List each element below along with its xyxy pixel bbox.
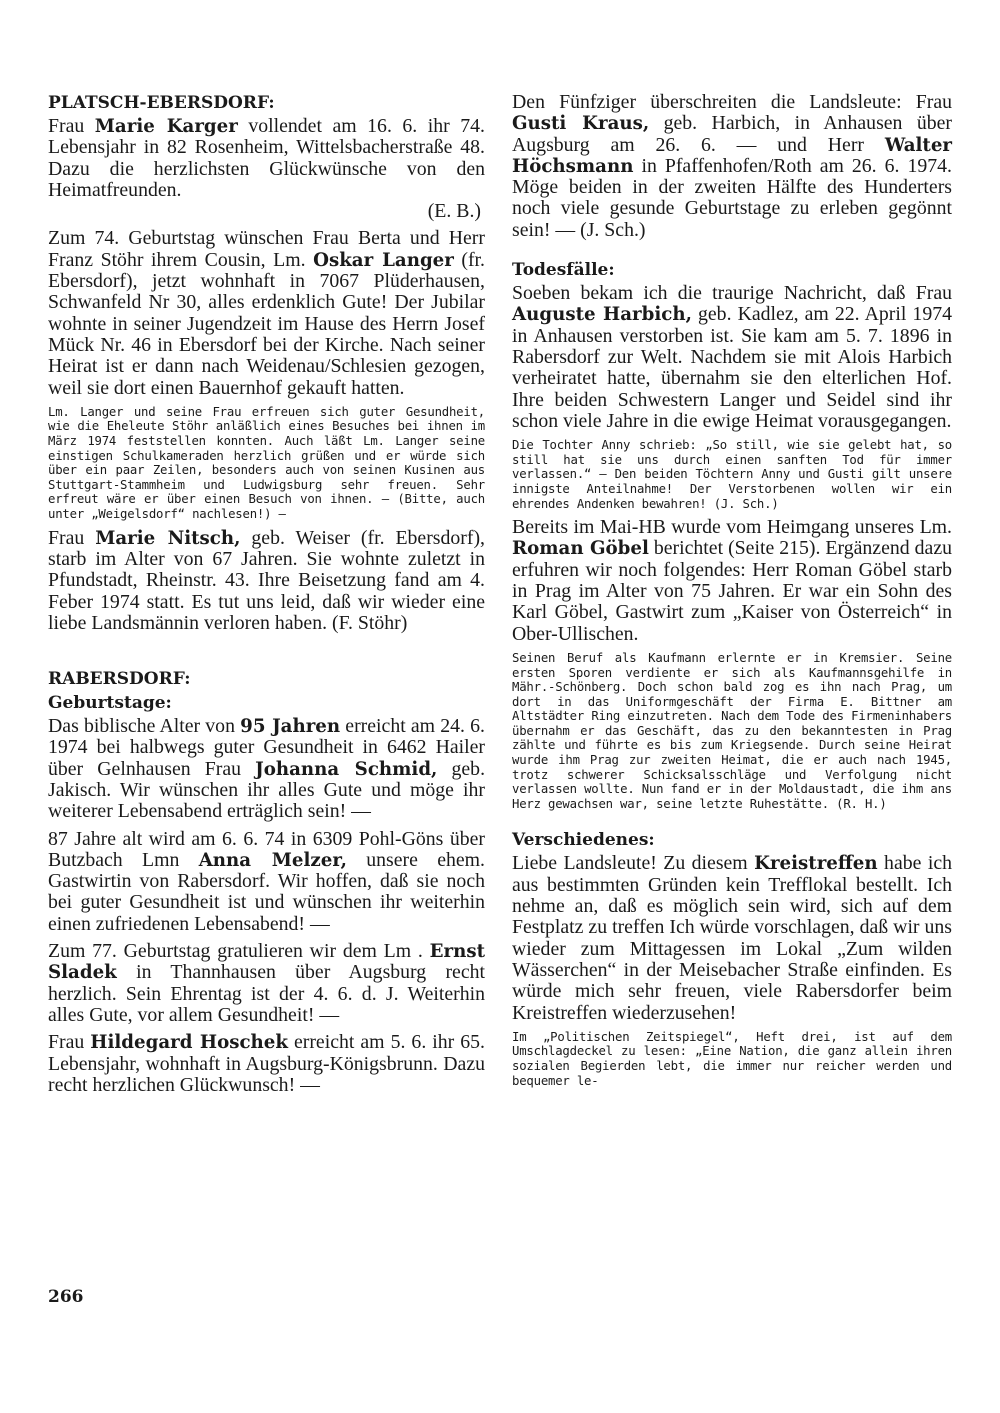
- spacer: [48, 640, 485, 668]
- paragraph-auguste-harbich: [512, 283, 952, 432]
- text: erreicht am 5. 6. ihr 65. Lebensjahr, wohnhaft in Augsburg-Königsbrunn. Dazu recht herzlichen Glückwunsch! —: [48, 1031, 485, 1096]
- spacer: [512, 817, 952, 829]
- bold-text: Kreistreffen: [754, 853, 878, 875]
- subheading-verschiedenes: Verschiedenes:: [512, 830, 655, 851]
- paragraph-anna-melzer: [48, 829, 485, 935]
- small-paragraph-zeitspiegel: Im „Politischen Zeitspiegel“, Heft drei, ist auf dem Umschlagdeckel zu lesen: „Eine Nation, die ganz allein ihren sozialen Begierden lebt, die immer nur reicher werden und bequemer le-: [512, 1029, 952, 1088]
- text: Den Fünfziger überschreiten die Landsleute: Frau: [512, 91, 952, 113]
- paragraph-marie-karger: [48, 116, 485, 222]
- text: Bereits im Mai-HB wurde vom Heimgang unseres Lm.: [512, 516, 952, 539]
- text: unsere ehem. Gastwirtin von Rabersdorf. Wir hoffen, daß sie noch bei guter Gesundheit ist und wünschen ihr weiterhin einen zufriedenen Lebensabend! —: [48, 848, 485, 935]
- small-paragraph-goebel-biography: Seinen Beruf als Kaufmann erlernte er in Kremsier. Seine ersten Sporen verdiente er sich als Kaufmannsgehilfe in Mähr.-Schönberg. Doch schon bald zog es ihn nach Prag, um dort in das Uniformgeschäft der Firma E. Bittner am Altstädter Ring einzutreten. Nach dem Tode des Firmeninhabers übernahm er das Geschäft, das zu den bekanntesten in Prag zählte und führte es bis zum Kriegsende. Durch seine Heirat wurde ihm Prag zur zweiten Heimat, die er auch nach 1945, trotz schwerer Schicksalsschläge und Verfolgung nicht verlassen wollte. Nun fand er in der Moldaustadt, die ihm ans Herz gewachsen war, seine letzte Ruhestätte. (R. H.): [512, 650, 952, 811]
- left-column: [48, 92, 485, 1102]
- text: erreicht am 24. 6. 1974 bei halbwegs guter Gesundheit in 6462 Hailer über Gelnhausen Frau: [48, 715, 485, 780]
- text: in Thannhausen über Augsburg recht herzlich. Sein Ehrentag ist der 4. 6. d. J. Weiterhin alles Gute, vor allem Gesundheit! —: [48, 961, 485, 1026]
- small-paragraph-langer: Lm. Langer und seine Frau erfreuen sich guter Gesundheit, wie die Eheleute Stöhr anläßlich eines Besuches bei ihnen im März 1974 feststellen konnten. Auch läßt Lm. Langer seine einstigen Schulkameraden herzlich grüßen und er würde sich über ein paar Zeilen, besonders auch von seinen Kusinen aus Stuttgart-Stammheim und Ludwigsburg sehr freuen. Sehr erfreut wäre er über einen Besuch von ihnen. — (Bitte, auch unter „Weigelsdorf“ nachlesen!) —: [48, 404, 485, 522]
- person-name: Marie Nitsch,: [95, 527, 241, 549]
- text: geb. Jakisch. Wir wünschen ihr alles Gute und möge ihr weiterer Lebensabend erträglich sein! —: [48, 757, 486, 823]
- paragraph-marie-nitsch: [48, 528, 485, 634]
- text: Liebe Landsleute! Zu diesem: [512, 852, 755, 875]
- text: (fr. Ebersdorf), jetzt wohnhaft in 7067 Plüderhausen, Schwanfeld Nr 30, alles erdenklich Gute! Der Jubilar wohnte in seiner Jugendzeit im Hause des Herrn Josef Mück Nr. 46 in Ebersdorf bei der Kirche. Nach seiner Heirat ist er dann nach Weidenau/Schlesien gezogen, weil sie dort einen Bauernhof gekauft hatten.: [48, 248, 485, 399]
- signature: (E. B.): [427, 200, 481, 223]
- person-name: Johanna Schmid,: [255, 758, 438, 780]
- page-number: 266: [48, 1287, 84, 1307]
- person-name: Roman Göbel: [512, 538, 649, 560]
- paragraph-hildegard-hoschek: [48, 1032, 485, 1096]
- text: in Pfaffenhofen/Roth am 26. 6. 1974. Möge beiden in der zweiten Hälfte des Hunderters noch viele gesunde Geburtstage zu erleben gegönnt sein! — (J. Sch.): [512, 154, 952, 241]
- text: geb. Harbich, in Anhausen über Augsburg am 26. 6. — und Herr: [512, 112, 953, 156]
- person-name: Hildegard Hoschek: [90, 1032, 288, 1054]
- text: Zum 77. Geburtstag gratulieren wir dem Lm .: [48, 940, 430, 963]
- text: Zum 74. Geburtstag wünschen Frau Berta und Herr Franz Stöhr ihrem Cousin, Lm.: [48, 227, 485, 271]
- person-name: Walter Höchsmann: [512, 134, 952, 177]
- paragraph-johanna-schmid: [48, 716, 485, 822]
- section-heading-rabersdorf: RABERSDORF:: [48, 669, 191, 690]
- text: 87 Jahre alt wird am 6. 6. 74 in 6309 Pohl-Göns über Butzbach Lmn: [48, 827, 485, 871]
- person-name: Ernst Sladek: [48, 941, 485, 984]
- paragraph-ernst-sladek: [48, 941, 485, 1026]
- paragraph-roman-goebel: [512, 517, 952, 645]
- text: Soeben bekam ich die traurige Nachricht, daß Frau: [512, 282, 952, 305]
- person-name: Anna Melzer,: [198, 849, 347, 871]
- small-paragraph-tochter-anny: Die Tochter Anny schrieb: „So still, wie sie gelebt hat, so still hat sie uns durch einen sanften Tod für immer verlassen.“ — Den beiden Töchtern Anny und Gusti gilt unsere innigste Anteilnahme! Der Verstorbenen wollen wir ein ehrendes Andenken bewahren! (J. Sch.): [512, 438, 952, 511]
- paragraph-kreistreffen: [512, 853, 952, 1023]
- text: geb. Weiser (fr. Ebersdorf), starb im Alter von 67 Jahren. Sie wohnte zuletzt in Pfundstadt, Rheinstr. 43. Ihre Beisetzung fand am 4. Feber 1974 statt. Es tut uns leid, daß wir wieder eine liebe Landsmännin verloren haben. (F. Stöhr): [48, 526, 485, 634]
- person-name: Oskar Langer: [313, 249, 454, 271]
- bold-text: 95 Jahren: [240, 716, 341, 738]
- person-name: Marie Karger: [94, 116, 238, 137]
- section-heading-platsch-ebersdorf: PLATSCH-EBERSDORF:: [48, 93, 275, 113]
- text: berichtet (Seite 215). Ergänzend dazu erfuhren wir noch folgendes: Herr Roman Göbel starb in Prag im Alter von 75 Jahren. Er war ein Sohn des Karl Göbel, Gastwirt zum „Kaiser von Österreich“ in Ober-Ullischen.: [512, 537, 952, 645]
- person-name: Auguste Harbich,: [512, 304, 692, 326]
- subheading-geburtstage: Geburtstage:: [48, 693, 172, 714]
- text: Frau: [48, 1031, 91, 1054]
- text: geb. Kadlez, am 22. April 1974 in Anhausen verstorben ist. Sie kam am 5. 7. 1896 in Rabersdorf zur Welt. Nachdem sie mit Alois Harbich verheiratet hatte, übernahm sie den elterlichen Hof. Ihre beiden Schwestern Langer und Seidel sind ihr schon viele Jahre in die ewige Heimat vorausgegangen.: [512, 303, 952, 432]
- spacer: [512, 247, 952, 259]
- paragraph-oskar-langer: [48, 228, 485, 398]
- subheading-todesfaelle: Todesfälle:: [512, 260, 615, 281]
- person-name: Gusti Kraus,: [512, 113, 650, 135]
- text: vollendet am 16. 6. ihr 74. Lebensjahr in 82 Rosenheim, Wittelsbacherstraße 48. Dazu die herzlichsten Glückwünsche von den Heimatfreunden.: [48, 115, 485, 201]
- paragraph-fuenfziger: [512, 92, 952, 241]
- text: Das biblische Alter von: [48, 715, 241, 738]
- text: habe ich aus bestimmten Gründen kein Trefflokal bestellt. Ich nehme an, daß es möglich sein wird, sich auf dem Festplatz zu treffen Ich würde vorschlagen, daß wir uns wieder zum Mittagessen im Lokal „Zum wilden Wässerchen“ in der Meisebacher Straße einfinden. Es würde mich sehr freuen, viele Rabersdorfer beim Kreistreffen wiederzusehen!: [512, 852, 952, 1024]
- text: Frau: [48, 115, 95, 137]
- right-column: [512, 92, 952, 1094]
- text: Frau: [48, 526, 96, 549]
